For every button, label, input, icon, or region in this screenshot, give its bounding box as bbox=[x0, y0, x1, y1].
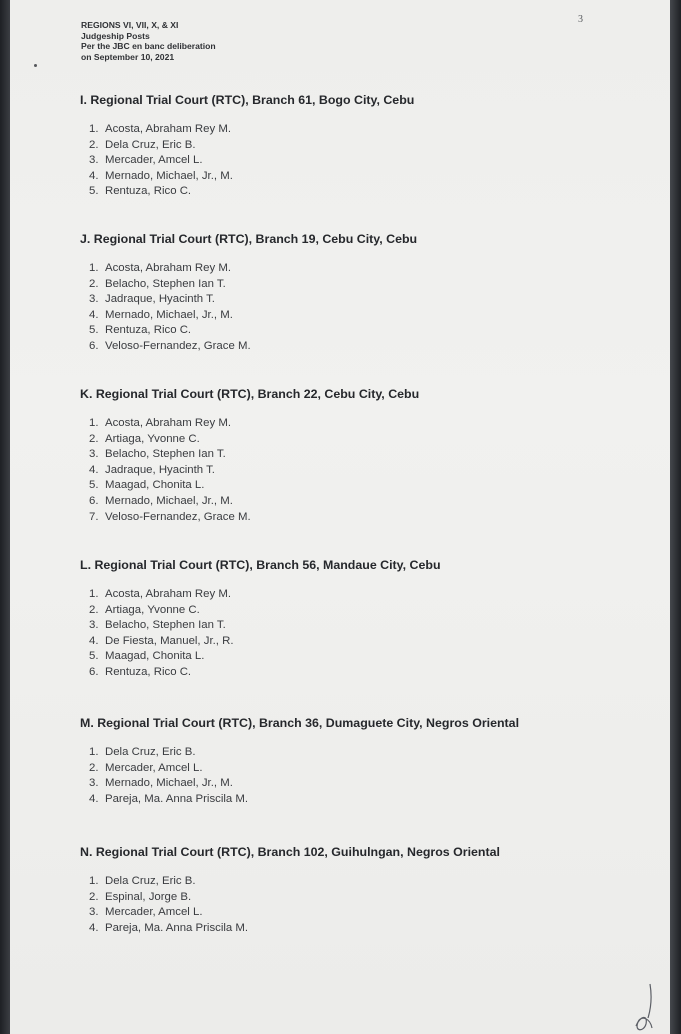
nominee-item bbox=[89, 634, 441, 650]
section-title: I. Regional Trial Court (RTC), Branch 61, Bogo City, Cebu bbox=[80, 93, 415, 107]
document-header bbox=[81, 20, 216, 62]
page-number: 3 bbox=[578, 14, 583, 25]
nominee-number: 3. bbox=[89, 906, 99, 919]
nominee-item bbox=[89, 494, 419, 510]
nominee-list bbox=[89, 416, 419, 525]
nominee-number: 5. bbox=[89, 185, 99, 198]
nominee-number: 4. bbox=[89, 634, 99, 647]
nominee-item bbox=[89, 776, 519, 792]
nominee-number: 4. bbox=[89, 308, 99, 321]
nominee-number: 5. bbox=[89, 650, 99, 663]
nominee-name: Belacho, Stephen Ian T. bbox=[105, 448, 226, 461]
section-title: K. Regional Trial Court (RTC), Branch 22, Cebu City, Cebu bbox=[80, 387, 420, 401]
nominee-number: 2. bbox=[89, 138, 99, 151]
nominee-number: 2. bbox=[89, 432, 99, 445]
nominee-name: Belacho, Stephen Ian T. bbox=[105, 277, 226, 290]
nominee-name: Mercader, Amcel L. bbox=[105, 154, 203, 167]
nominee-item bbox=[89, 122, 414, 138]
header-line: on September 10, 2021 bbox=[81, 51, 175, 62]
nominee-name: Belacho, Stephen Ian T. bbox=[105, 619, 226, 632]
nominee-item bbox=[89, 665, 441, 681]
nominee-item bbox=[89, 447, 419, 463]
nominee-list bbox=[89, 261, 417, 355]
nominee-number: 3. bbox=[89, 448, 99, 461]
section-title: M. Regional Trial Court (RTC), Branch 36, Dumaguete City, Negros Oriental bbox=[80, 716, 520, 730]
header-line: Per the JBC en banc deliberation bbox=[81, 41, 216, 51]
nominee-item bbox=[89, 649, 441, 665]
nominee-name: De Fiesta, Manuel, Jr., R. bbox=[105, 634, 234, 647]
nominee-item bbox=[89, 792, 519, 808]
nominee-name: Pareja, Ma. Anna Priscila M. bbox=[105, 921, 249, 934]
header-line: REGIONS VI, VII, X, & XI bbox=[81, 20, 179, 30]
nominee-number: 1. bbox=[89, 417, 99, 429]
nominee-name: Acosta, Abraham Rey M. bbox=[105, 123, 231, 135]
nominee-item bbox=[89, 277, 417, 293]
nominee-number: 2. bbox=[89, 603, 99, 616]
nominee-item bbox=[89, 603, 441, 619]
nominee-number: 1. bbox=[89, 588, 99, 600]
nominee-number: 3. bbox=[89, 293, 99, 306]
signature-initials bbox=[630, 982, 654, 1034]
nominee-name: Acosta, Abraham Rey M. bbox=[105, 588, 231, 600]
nominee-name: Mercader, Amcel L. bbox=[105, 761, 203, 774]
nominee-number: 3. bbox=[89, 154, 99, 167]
section-title: J. Regional Trial Court (RTC), Branch 19, Cebu City, Cebu bbox=[80, 232, 418, 246]
court-section bbox=[80, 93, 414, 200]
nominee-item bbox=[89, 745, 519, 761]
nominee-item bbox=[89, 292, 417, 308]
nominee-name: Pareja, Ma. Anna Priscila M. bbox=[105, 792, 249, 805]
nominee-name: Jadraque, Hyacinth T. bbox=[105, 463, 215, 476]
section-title: L. Regional Trial Court (RTC), Branch 56, Mandaue City, Cebu bbox=[80, 558, 441, 572]
nominee-number: 4. bbox=[89, 169, 99, 182]
nominee-name: Acosta, Abraham Rey M. bbox=[105, 262, 231, 274]
nominee-name: Artiaga, Yvonne C. bbox=[105, 603, 200, 616]
nominee-number: 1. bbox=[89, 746, 99, 758]
nominee-name: Rentuza, Rico C. bbox=[105, 665, 192, 678]
nominee-number: 2. bbox=[89, 890, 99, 903]
court-section bbox=[80, 232, 417, 355]
nominee-list bbox=[89, 745, 519, 807]
nominee-name: Espinal, Jorge B. bbox=[105, 890, 192, 903]
nominee-item bbox=[89, 890, 500, 906]
nominee-number: 4. bbox=[89, 792, 99, 805]
nominee-name: Mernado, Michael, Jr., M. bbox=[105, 308, 233, 321]
nominee-item bbox=[89, 587, 441, 603]
nominee-number: 4. bbox=[89, 463, 99, 476]
nominee-number: 3. bbox=[89, 619, 99, 632]
nominee-item bbox=[89, 138, 414, 154]
nominee-item bbox=[89, 921, 500, 937]
nominee-name: Mernado, Michael, Jr., M. bbox=[105, 494, 233, 507]
nominee-item bbox=[89, 184, 414, 200]
nominee-item bbox=[89, 308, 417, 324]
nominee-list bbox=[89, 587, 441, 681]
nominee-number: 6. bbox=[89, 665, 99, 678]
section-title: N. Regional Trial Court (RTC), Branch 102, Guihulngan, Negros Oriental bbox=[80, 845, 500, 859]
nominee-name: Veloso-Fernandez, Grace M. bbox=[105, 339, 251, 352]
nominee-name: Artiaga, Yvonne C. bbox=[105, 432, 200, 445]
nominee-number: 6. bbox=[89, 494, 99, 507]
nominee-list bbox=[89, 122, 414, 200]
photo-edge-right bbox=[670, 0, 681, 1034]
nominee-item bbox=[89, 323, 417, 339]
nominee-number: 2. bbox=[89, 277, 99, 290]
nominee-item bbox=[89, 153, 414, 169]
nominee-name: Dela Cruz, Eric B. bbox=[105, 138, 196, 151]
nominee-item bbox=[89, 432, 419, 448]
nominee-name: Mernado, Michael, Jr., M. bbox=[105, 777, 233, 790]
court-section bbox=[80, 558, 441, 681]
nominee-name: Acosta, Abraham Rey M. bbox=[105, 417, 231, 429]
nominee-item bbox=[89, 478, 419, 494]
nominee-number: 5. bbox=[89, 479, 99, 492]
nominee-item bbox=[89, 169, 414, 185]
nominee-number: 6. bbox=[89, 339, 99, 352]
nominee-number: 3. bbox=[89, 777, 99, 790]
nominee-name: Dela Cruz, Eric B. bbox=[105, 746, 196, 758]
nominee-name: Dela Cruz, Eric B. bbox=[105, 875, 196, 887]
nominee-item bbox=[89, 416, 419, 432]
nominee-name: Rentuza, Rico C. bbox=[105, 185, 192, 198]
nominee-item bbox=[89, 339, 417, 355]
stray-mark bbox=[34, 64, 37, 67]
header-line: Judgeship Posts bbox=[81, 30, 150, 41]
court-section bbox=[80, 845, 500, 936]
nominee-item bbox=[89, 261, 417, 277]
nominee-number: 2. bbox=[89, 761, 99, 774]
nominee-item bbox=[89, 874, 500, 890]
photo-edge-left bbox=[0, 0, 10, 1034]
nominee-number: 4. bbox=[89, 921, 99, 934]
nominee-name: Mernado, Michael, Jr., M. bbox=[105, 169, 233, 182]
nominee-item bbox=[89, 463, 419, 479]
nominee-number: 1. bbox=[89, 123, 99, 135]
nominee-item bbox=[89, 761, 519, 777]
nominee-number: 5. bbox=[89, 324, 99, 337]
nominee-name: Rentuza, Rico C. bbox=[105, 324, 192, 337]
nominee-item bbox=[89, 905, 500, 921]
nominee-name: Jadraque, Hyacinth T. bbox=[105, 293, 215, 306]
nominee-number: 1. bbox=[89, 875, 99, 887]
nominee-name: Maagad, Chonita L. bbox=[105, 650, 205, 663]
nominee-item bbox=[89, 510, 419, 526]
nominee-list bbox=[89, 874, 500, 936]
nominee-item bbox=[89, 618, 441, 634]
nominee-name: Maagad, Chonita L. bbox=[105, 479, 205, 492]
document-page bbox=[10, 0, 670, 1034]
nominee-name: Mercader, Amcel L. bbox=[105, 906, 203, 919]
nominee-name: Veloso-Fernandez, Grace M. bbox=[105, 510, 251, 523]
court-section bbox=[80, 716, 519, 807]
nominee-number: 1. bbox=[89, 262, 99, 274]
nominee-number: 7. bbox=[89, 510, 99, 523]
court-section bbox=[80, 387, 419, 525]
